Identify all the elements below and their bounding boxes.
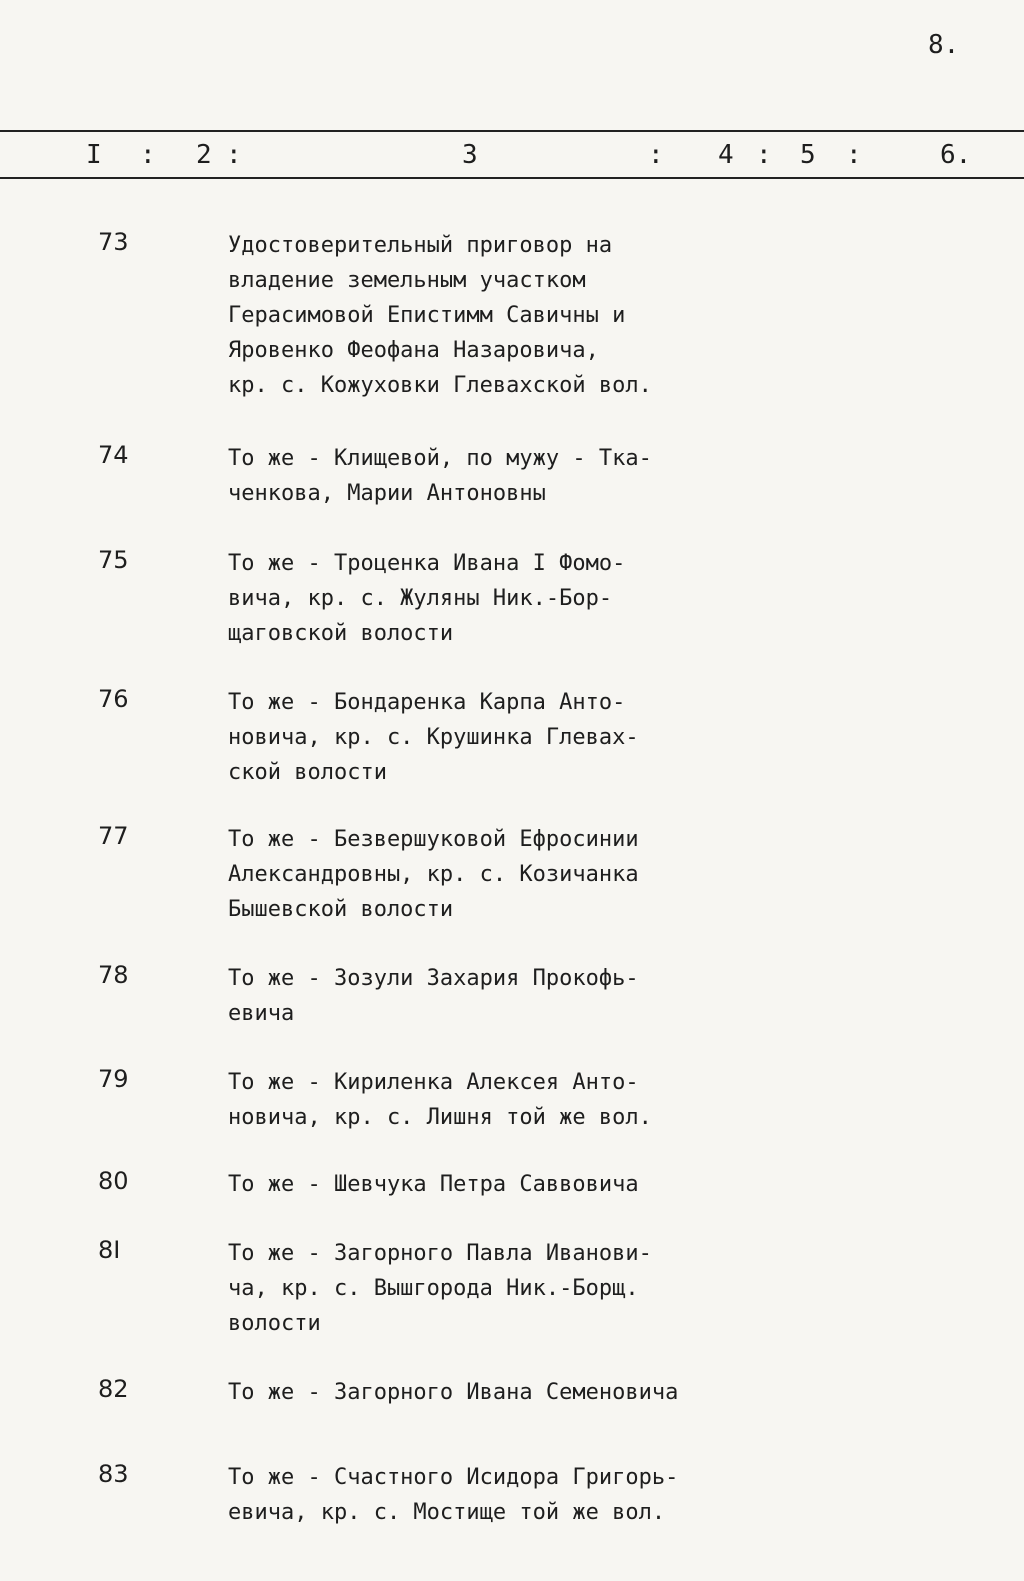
entry-number: 74 [98,441,129,469]
page-number: 8. [928,30,960,60]
entry-number: 76 [98,685,129,713]
entry-description: То же - Шевчука Петра Саввовича [228,1172,639,1197]
entry-description: То же - Безвершуковой Ефросинии Александровны, кр. с. Козичанка Бышевской волости [228,827,639,922]
column-header-1: I [86,140,102,170]
entry-number: 80 [98,1167,129,1195]
entry-number: 73 [98,228,129,256]
column-header-4: 4 [718,140,734,170]
entry-number: 75 [98,546,129,574]
entry-number: 8I [98,1236,121,1264]
entry-description: То же - Загорного Павла Иванови- ча, кр. с. Вышгорода Ник.-Борщ. волости [228,1241,652,1336]
entry-number: 83 [98,1460,129,1488]
column-header-3: 3 [462,140,478,170]
column-header-6: 6. [940,140,972,170]
entry-description: То же - Троценка Ивана I Фомо- вича, кр. с. Жуляны Ник.-Бор- щаговской волости [228,551,626,646]
entry-number: 82 [98,1375,129,1403]
column-header-5: 5 [800,140,816,170]
entry-description: Удостоверительный приговор на владение земельным участком Герасимовой Епистимм Савичны и Яровенко Феофана Назаровича, кр. с. Кожуховки Глевахской вол. [228,233,652,398]
header-bottom-rule [0,177,1024,179]
entry-number: 79 [98,1065,129,1093]
column-header-row [0,140,1024,172]
entry-number: 78 [98,961,129,989]
entry-description: То же - Счастного Исидора Григорь- евича, кр. с. Мостище той же вол. [228,1465,679,1525]
entry-number: 77 [98,822,129,850]
entry-description: То же - Бондаренка Карпа Анто- новича, кр. с. Крушинка Глевах- ской волости [228,690,639,785]
entry-description: То же - Клищевой, по мужу - Тка- ченкова, Марии Антоновны [228,446,652,506]
column-separator: : [648,140,664,170]
header-top-rule [0,130,1024,132]
column-header-2: 2 [196,140,212,170]
column-separator: : [140,140,156,170]
entry-description: То же - Зозули Захария Прокофь- евича [228,966,639,1026]
column-separator: : [846,140,862,170]
column-separator: : [756,140,772,170]
entry-description: То же - Кириленка Алексея Анто- новича, кр. с. Лишня той же вол. [228,1070,652,1130]
entry-description: То же - Загорного Ивана Семеновича [228,1380,679,1405]
column-separator: : [226,140,242,170]
